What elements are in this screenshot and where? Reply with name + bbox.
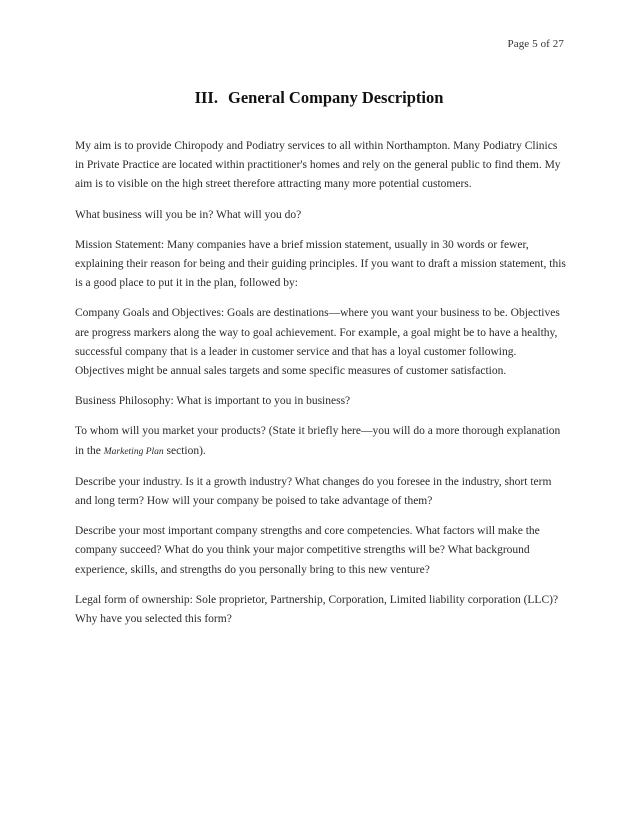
paragraph-business-philosophy: Business Philosophy: What is important to you in business? — [75, 395, 351, 408]
paragraph-goals-objectives: Company Goals and Objectives: Goals are destinations—where you want your business to be. Objectives are progress markers along the way to goal achievement. For example, a goal might be to have a healthy, successful company that is a leader in customer service and that has a loyal customer following. Objectives might be annual sales targets and some specific measures of customer satisfaction. — [75, 307, 560, 378]
page-number: Page 5 of 27 — [507, 38, 564, 50]
market-text-before: To whom will you market your products? (State it briefly here—you will do a more thorough explanation in the — [75, 425, 561, 457]
section-number: III. — [194, 88, 218, 107]
market-text-after: section). — [163, 444, 206, 457]
section-title: General Company Description — [227, 88, 444, 107]
section-body — [75, 137, 567, 640]
paragraph-aim: My aim is to provide Chiropody and Podiatry services to all within Northampton. Many Podiatry Clinics in Private Practice are located within practitioner's homes and rely on the general public to find them. My aim is to visible on the high street therefore attracting many more potential customers. — [75, 140, 561, 191]
paragraph-mission-statement: Mission Statement: Many companies have a brief mission statement, usually in 30 words or fewer, explaining their reason for being and their guiding principles. If you want to draft a mission statement, this is a good place to put it in the plan, followed by: — [75, 238, 566, 290]
paragraph-target-market — [75, 422, 567, 461]
marketing-plan-reference: Marketing Plan — [103, 446, 164, 457]
paragraph-strengths: Describe your most important company strengths and core competencies. What factors will make the company succeed? What do you think your major competitive strengths will be? What background experience, skills, and strengths do you personally bring to this new venture? — [75, 525, 540, 576]
paragraph-industry: Describe your industry. Is it a growth industry? What changes do you foresee in the industry, short term and long term? How will your company be poised to take advantage of them? — [75, 475, 552, 508]
paragraph-business: What business will you be in? What will you do? — [75, 208, 302, 221]
section-heading — [0, 88, 638, 108]
paragraph-legal-form: Legal form of ownership: Sole proprietor, Partnership, Corporation, Limited liability corporation (LLC)? Why have you selected this form? — [75, 593, 559, 626]
